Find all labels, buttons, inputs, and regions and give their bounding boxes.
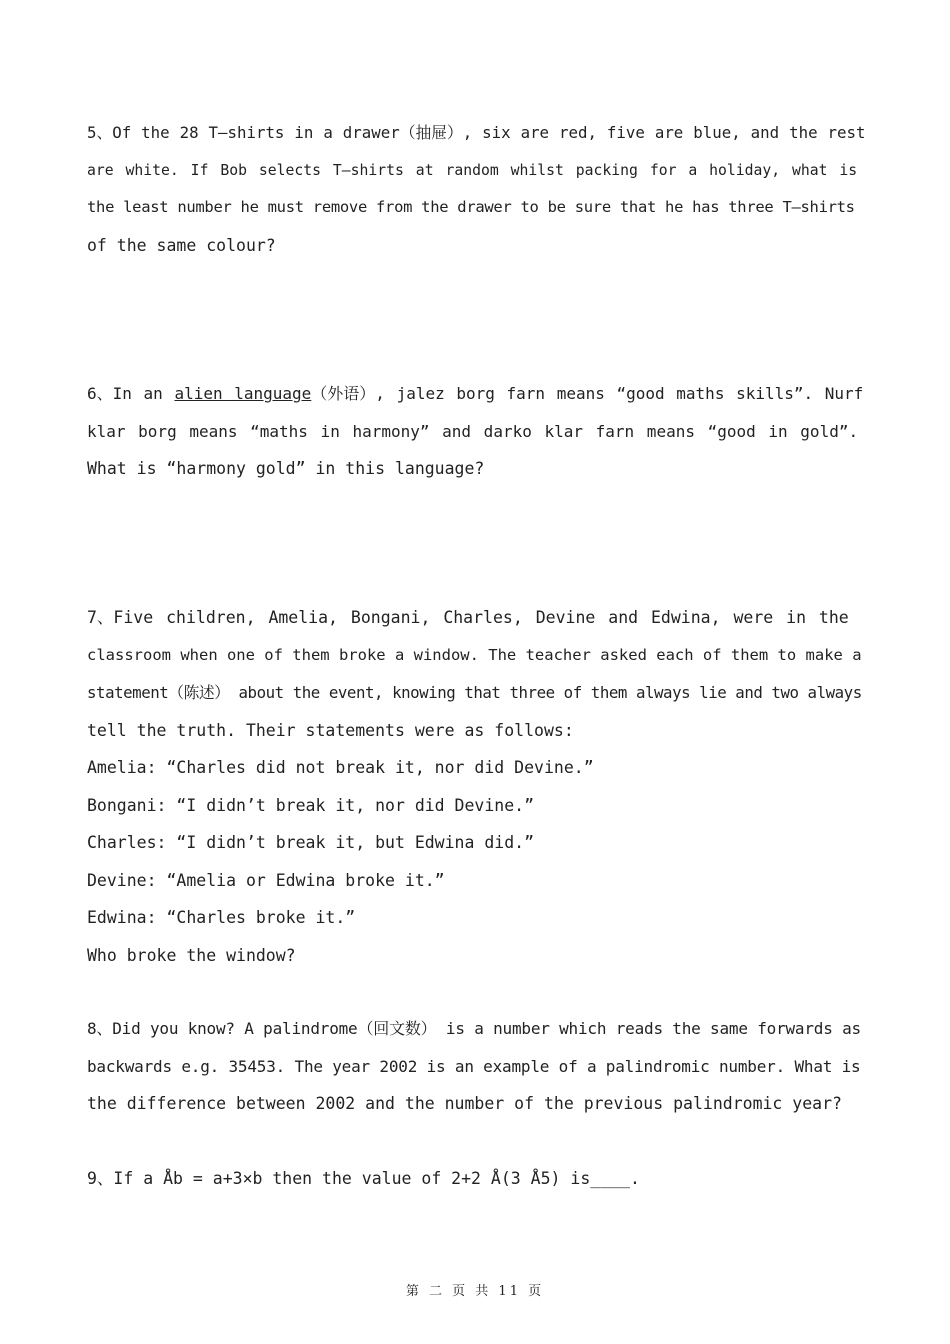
question-7-line: classroom when one of them broke a window. The teacher asked each of them to make a	[87, 645, 862, 664]
question-8-line: backwards e.g. 35453. The year 2002 is an example of a palindromic number. What is	[87, 1056, 861, 1076]
question-5-line: of the same colour?	[87, 235, 276, 255]
question-8-line: 8、Did you know? A palindrome（回文数） is a number which reads the same forwards as	[87, 1019, 861, 1038]
question-7-line: Devine: “Amelia or Edwina broke it.”	[87, 870, 445, 890]
question-7-line: statement（陈述） about the event, knowing that three of them always lie and two always	[87, 683, 862, 702]
question-6-suffix: （外语）, jalez borg farn means “good maths skills”. Nurf	[311, 384, 864, 403]
question-7-line: Charles: “I didn’t break it, but Edwina did.”	[87, 833, 535, 852]
question-7-line: Edwina: “Charles broke it.”	[87, 908, 356, 927]
question-7-line: tell the truth. Their statements were as follows:	[87, 720, 574, 740]
question-7	[87, 599, 865, 974]
question-7-line: Bongani: “I didn’t break it, nor did Devine.”	[87, 795, 535, 815]
question-6-line: What is “harmony gold” in this language?	[87, 459, 485, 478]
question-6-line	[87, 375, 865, 413]
question-5-line: 5、Of the 28 T–shirts in a drawer（抽屉）, six are red, five are blue, and the rest	[87, 123, 866, 142]
question-5-line: the least number he must remove from the drawer to be sure that he has three T–shirts	[87, 198, 855, 216]
question-8	[87, 1010, 865, 1123]
question-5	[87, 114, 865, 264]
question-7-line: 7、Five children, Amelia, Bongani, Charles, Devine and Edwina, were in the	[87, 608, 849, 627]
question-7-line: Who broke the window?	[87, 945, 296, 965]
page-footer: 第 二 页 共 11 页	[405, 1284, 545, 1299]
question-6-prefix: 6、In an	[87, 384, 175, 403]
question-6	[87, 375, 865, 488]
question-9	[87, 1160, 865, 1198]
question-9-line: 9、If a Åb = a+3×b then the value of 2+2 Å(3 Å5) is____.	[87, 1169, 640, 1188]
question-6-line: klar borg means “maths in harmony” and darko klar farn means “good in gold”.	[87, 421, 859, 441]
question-6-underlined-term: alien language	[174, 384, 312, 403]
question-8-line: the difference between 2002 and the number of the previous palindromic year?	[87, 1094, 842, 1113]
question-7-line: Amelia: “Charles did not break it, nor did Devine.”	[87, 758, 594, 777]
question-5-line: are white. If Bob selects T–shirts at random whilst packing for a holiday, what is	[87, 161, 858, 179]
